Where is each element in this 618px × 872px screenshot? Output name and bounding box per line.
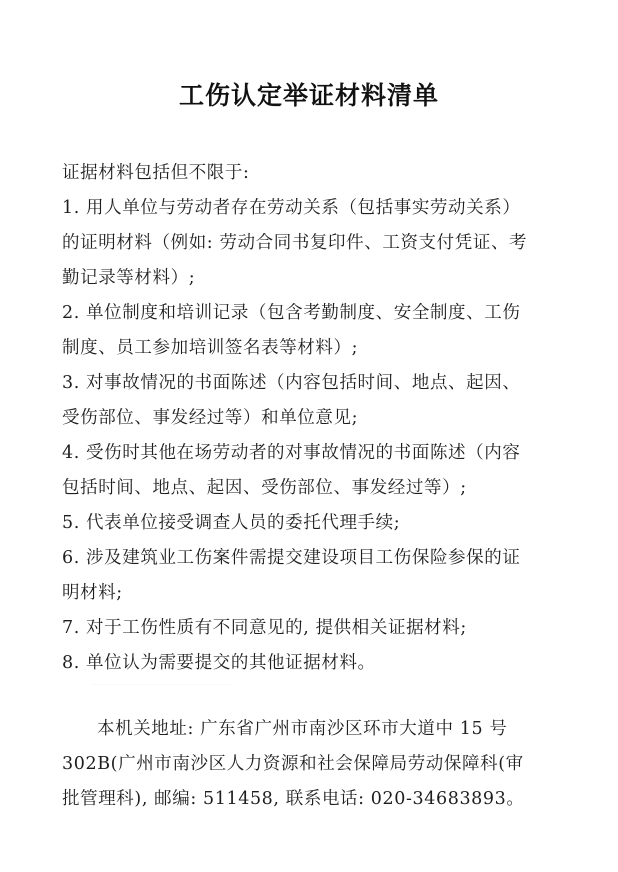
address-line: 本机关地址: 广东省广州市南沙区环市大道中 15 号 bbox=[97, 719, 508, 739]
list-item-line: 4. 受伤时其他在场劳动者的对事故情况的书面陈述（内容 bbox=[62, 443, 521, 463]
list-item-line: 3. 对事故情况的书面陈述（内容包括时间、地点、起因、 bbox=[62, 373, 521, 393]
evidence-list bbox=[62, 156, 562, 681]
list-item-line: 勤记录等材料）; bbox=[62, 268, 196, 288]
intro-line: 证据材料包括但不限于: bbox=[62, 163, 250, 183]
list-item-line: 5. 代表单位接受调查人员的委托代理手续; bbox=[62, 513, 401, 533]
list-item-line: 8. 单位认为需要提交的其他证据材料。 bbox=[62, 653, 376, 673]
address-line: 批管理科), 邮编: 511458, 联系电话: 020-34683893。 bbox=[62, 789, 525, 809]
list-item-line: 受伤部位、事发经过等）和单位意见; bbox=[62, 408, 359, 428]
list-item-line: 7. 对于工伤性质有不同意见的, 提供相关证据材料; bbox=[62, 618, 467, 638]
list-item-line: 的证明材料（例如: 劳动合同书复印件、工资支付凭证、考 bbox=[62, 233, 528, 253]
document-title: 工伤认定举证材料清单 bbox=[178, 81, 439, 110]
list-item-line: 2. 单位制度和培训记录（包含考勤制度、安全制度、工伤 bbox=[62, 303, 521, 323]
faint-scan-mark bbox=[92, 684, 232, 695]
list-item-line: 6. 涉及建筑业工伤案件需提交建设项目工伤保险参保的证 bbox=[62, 548, 521, 568]
list-item-line: 制度、员工参加培训签名表等材料）; bbox=[62, 338, 359, 358]
list-item-line: 包括时间、地点、起因、受伤部位、事发经过等）; bbox=[62, 478, 467, 498]
list-item-line: 1. 用人单位与劳动者存在劳动关系（包括事实劳动关系） bbox=[62, 198, 521, 218]
address-line: 302B(广州市南沙区人力资源和社会保障局劳动保障科(审 bbox=[62, 754, 524, 774]
address-block bbox=[62, 712, 562, 817]
list-item-line: 明材料; bbox=[62, 583, 123, 603]
